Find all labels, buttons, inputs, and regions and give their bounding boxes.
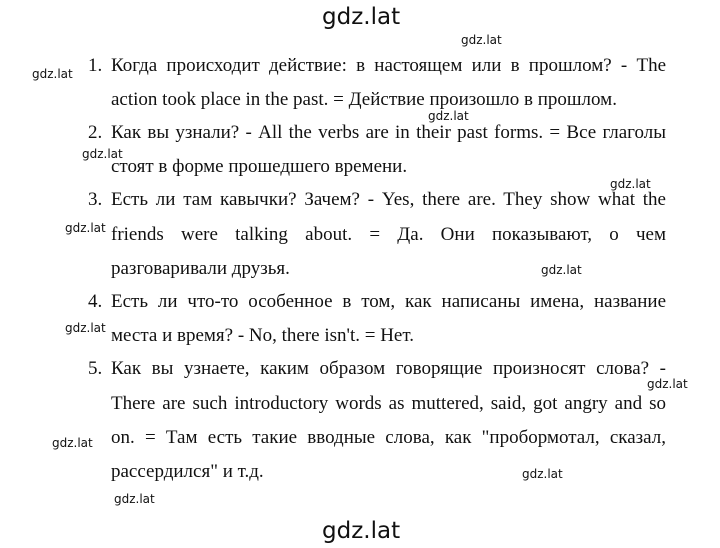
item-line: action took place in the past. = Действие произошло в прошлом. (111, 89, 617, 110)
watermark-small: gdz.lat (647, 377, 688, 391)
item-line: рассердился" и т.д. (111, 461, 264, 482)
item-line: Есть ли там кавычки? Зачем? - Yes, there are. They show what the (111, 189, 666, 210)
watermark-small: gdz.lat (32, 67, 73, 81)
item-number: 5. (88, 358, 103, 379)
item-line: Как вы узнаете, каким образом говорящие произносят слова? - (111, 358, 666, 379)
item-line: места и время? - No, there isn't. = Нет. (111, 325, 414, 346)
watermark-small: gdz.lat (52, 436, 93, 450)
watermark-small: gdz.lat (461, 33, 502, 47)
item-number: 1. (88, 55, 103, 76)
item-number: 2. (88, 122, 103, 143)
item-number: 3. (88, 189, 103, 210)
item-line: There are such introductory words as muttered, said, got angry and so (111, 393, 666, 414)
item-line: Когда происходит действие: в настоящем или в прошлом? - The (111, 55, 666, 76)
watermark-top: gdz.lat (322, 4, 401, 30)
item-line: стоят в форме прошедшего времени. (111, 156, 408, 177)
watermark-small: gdz.lat (82, 147, 123, 161)
watermark-small: gdz.lat (114, 492, 155, 506)
watermark-small: gdz.lat (541, 263, 582, 277)
watermark-small: gdz.lat (522, 467, 563, 481)
item-number: 4. (88, 291, 103, 312)
item-line: Есть ли что-то особенное в том, как написаны имена, название (111, 291, 666, 312)
watermark-small: gdz.lat (65, 321, 106, 335)
watermark-small: gdz.lat (65, 221, 106, 235)
item-line: friends were talking about. = Да. Они показывают, о чем (111, 224, 666, 245)
watermark-small: gdz.lat (428, 109, 469, 123)
watermark-bottom: gdz.lat (322, 518, 401, 544)
watermark-small: gdz.lat (610, 177, 651, 191)
item-line: Как вы узнали? - All the verbs are in their past forms. = Все глаголы (111, 122, 666, 143)
item-line: on. = Там есть такие вводные слова, как "пробормотал, сказал, (111, 427, 666, 448)
item-line: разговаривали друзья. (111, 258, 290, 279)
